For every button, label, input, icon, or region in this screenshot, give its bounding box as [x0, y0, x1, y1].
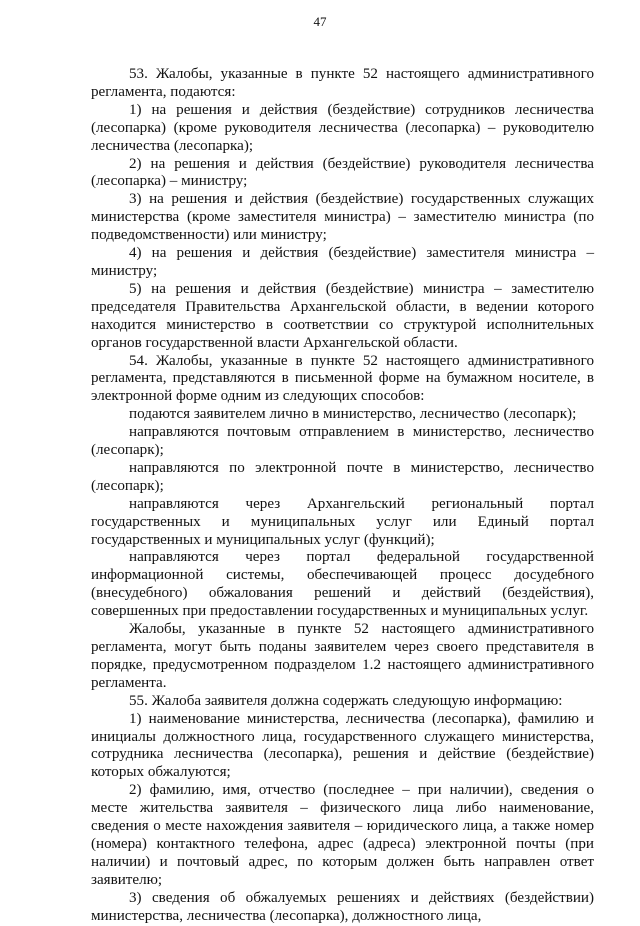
list-item: направляются через портал федеральной государственной информационной системы, обеспечивающей процесс досудебного (внесудебного) обжалования решений и действий (бездействия), совершенных при предоставлении государственных и муниципальных услуг.: [91, 549, 594, 620]
list-item: 2) на решения и действия (бездействие) руководителя лесничества (лесопарка) – министру;: [91, 155, 594, 190]
list-item: направляются через Архангельский региональный портал государственных и муниципальных услуг или Единый портал государственных и муниципальных услуг (функций);: [91, 495, 594, 548]
document-body: [91, 66, 594, 926]
list-item: 1) на решения и действия (бездействие) сотрудников лесничества (лесопарка) (кроме руководителя лесничества (лесопарка) – руководителю лесничества (лесопарка);: [91, 101, 594, 154]
list-item: 5) на решения и действия (бездействие) министра – заместителю председателя Правительства Архангельской области, в ведении которого находится министерство в соответствии со структурой исполнительных органов государственной власти Архангельской области.: [91, 280, 594, 351]
list-item: направляются почтовым отправлением в министерство, лесничество (лесопарк);: [91, 424, 594, 459]
list-item: 3) на решения и действия (бездействие) государственных служащих министерства (кроме заместителя министра) – заместителю министра (по подведомственности) или министру;: [91, 191, 594, 244]
paragraph-55: 55. Жалоба заявителя должна содержать следующую информацию:: [129, 692, 563, 709]
list-item: подаются заявителем лично в министерство, лесничество (лесопарк);: [129, 406, 577, 423]
list-item: 4) на решения и действия (бездействие) заместителя министра – министру;: [91, 245, 594, 279]
paragraph-53: 53. Жалобы, указанные в пункте 52 настоящего административного регламента, подаются:: [91, 66, 594, 100]
page-number: 47: [313, 14, 327, 29]
paragraph-54: 54. Жалобы, указанные в пункте 52 настоящего административного регламента, представляются в письменной форме на бумажном носителе, в электронной форме одним из следующих способов:: [91, 352, 594, 405]
list-item: 3) сведения об обжалуемых решениях и действиях (бездействии) министерства, лесничества (лесопарка), должностного лица,: [91, 889, 594, 924]
list-item: 1) наименование министерства, лесничества (лесопарка), фамилию и инициалы должностного лица, государственного служащего министерства, сотрудника лесничества (лесопарка), решения и действие (бездействие) которых обжалуются;: [91, 710, 594, 781]
list-item: направляются по электронной почте в министерство, лесничество (лесопарк);: [91, 459, 594, 494]
list-item: 2) фамилию, имя, отчество (последнее – при наличии), сведения о месте жительства заявителя – физического лица либо наименование, сведения о месте нахождения заявителя – юридического лица, а также номер (номера) контактного телефона, адрес (адреса) электронной почты (при наличии) и почтовый адрес, по которым должен быть направлен ответ заявителю;: [91, 782, 594, 888]
paragraph-representative: Жалобы, указанные в пункте 52 настоящего административного регламента, могут быть поданы заявителем через своего представителя в порядке, предусмотренном подразделом 1.2 настоящего административного регламента.: [91, 621, 594, 691]
